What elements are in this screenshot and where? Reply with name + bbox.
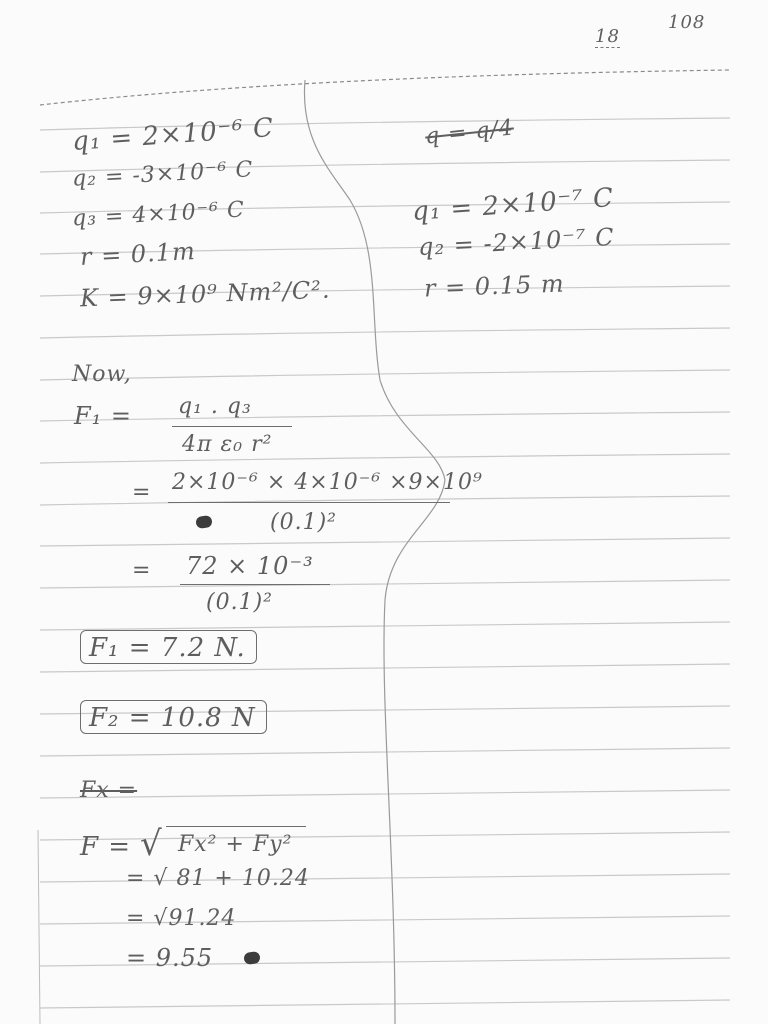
top-mark: 18 bbox=[595, 26, 620, 47]
right-q1: q₁ = 2×10⁻⁷ C bbox=[411, 182, 615, 228]
f-step1: = √ 81 + 10.24 bbox=[126, 866, 310, 891]
step1-numerator: 2×10⁻⁶ × 4×10⁻⁶ ×9×10⁹ bbox=[172, 470, 483, 495]
f-step3: = 9.55 bbox=[126, 944, 214, 972]
fx-struck: Fx = bbox=[80, 778, 138, 803]
f1-label: F₁ = bbox=[74, 402, 133, 430]
right-r: r = 0.15 m bbox=[423, 269, 566, 303]
f1-denominator: 4π ε₀ r² bbox=[182, 432, 273, 457]
right-struck-note: q = q/4 bbox=[423, 115, 516, 150]
now-label: Now, bbox=[72, 362, 132, 387]
given-r: r = 0.1m bbox=[79, 236, 197, 272]
step1-fraction-bar bbox=[168, 502, 450, 503]
f2-result: F₂ = 10.8 N bbox=[80, 700, 267, 734]
given-q2: q₂ = -3×10⁻⁶ C bbox=[71, 157, 254, 192]
right-q2: q₂ = -2×10⁻⁷ C bbox=[417, 222, 616, 262]
f-step2: = √91.24 bbox=[126, 906, 237, 931]
root-vinculum bbox=[166, 826, 306, 827]
f1-fraction-bar bbox=[172, 426, 292, 427]
given-k: K = 9×10⁹ Nm²/C². bbox=[79, 275, 331, 313]
square-root-sign: √ bbox=[140, 824, 162, 864]
step2-equals: = bbox=[132, 558, 152, 583]
step1-equals: = bbox=[132, 480, 152, 505]
given-q3: q₃ = 4×10⁻⁶ C bbox=[71, 197, 246, 232]
step2-fraction-bar bbox=[180, 584, 330, 585]
f-radicand: Fx² + Fy² bbox=[178, 832, 293, 857]
f1-numerator: q₁ . q₃ bbox=[178, 394, 252, 419]
page-number: 108 bbox=[668, 12, 706, 33]
f-label: F = bbox=[80, 832, 132, 862]
given-q1: q₁ = 2×10⁻⁶ C bbox=[71, 112, 275, 158]
step1-denominator: (0.1)² bbox=[270, 510, 337, 535]
f1-result: F₁ = 7.2 N. bbox=[80, 630, 257, 664]
step2-denominator: (0.1)² bbox=[206, 590, 273, 615]
step2-numerator: 72 × 10⁻³ bbox=[186, 552, 314, 580]
